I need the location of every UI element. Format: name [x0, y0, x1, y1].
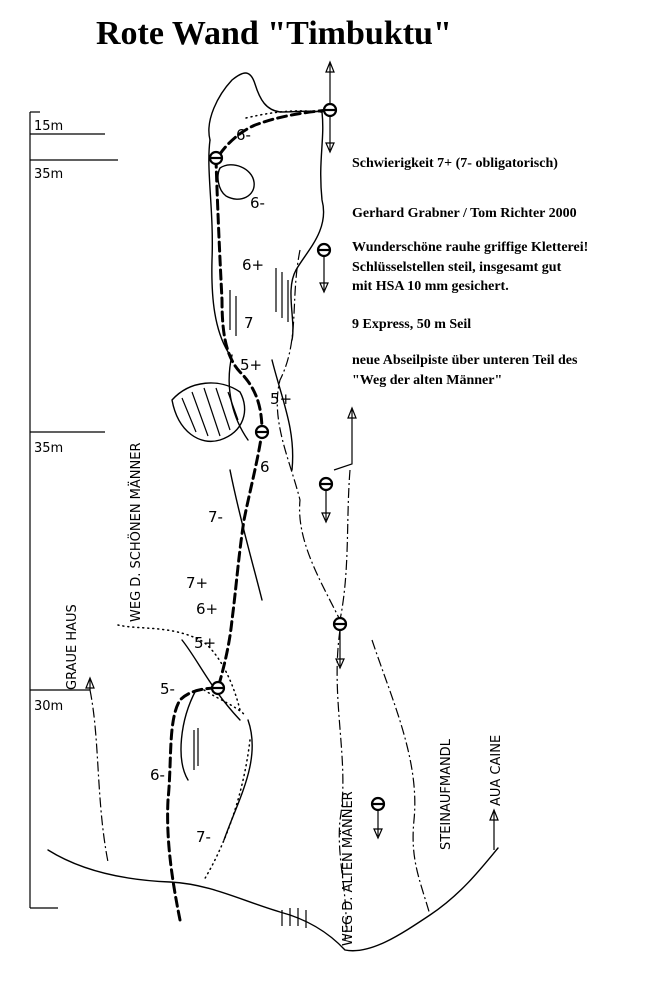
grade-label: 6- — [150, 766, 165, 784]
pitch-length-scale — [30, 112, 118, 908]
grade-label: 6- — [250, 194, 265, 212]
hatch-line — [228, 392, 238, 420]
anchor-symbol — [212, 682, 224, 694]
steinaufmandl-path — [372, 640, 430, 915]
info-line-description-1: Wunderschöne rauhe griffige Kletterei! — [352, 240, 589, 255]
overhang-shading — [172, 268, 306, 928]
base-line — [48, 848, 498, 951]
grade-label: 5+ — [270, 390, 293, 408]
grade-label: 7- — [208, 508, 223, 526]
info-line-description-3: mit HSA 10 mm gesichert. — [352, 279, 509, 294]
summit-outline — [209, 73, 322, 140]
label-steinaufmandl: STEINAUFMANDL — [439, 739, 454, 850]
page-title: Rote Wand "Timbuktu" — [96, 15, 452, 52]
abseil-arrow-in — [334, 410, 352, 470]
route-labels — [65, 443, 504, 947]
scale-label: 35m — [34, 441, 64, 456]
grade-label: 5+ — [240, 356, 263, 374]
scale-label: 35m — [34, 167, 64, 182]
info-line-gear: 9 Express, 50 m Seil — [352, 317, 472, 332]
anchor-symbol — [256, 426, 268, 438]
grade-label: 5+ — [194, 634, 217, 652]
info-line-abseil-2: "Weg der alten Männer" — [352, 373, 503, 388]
abseil-piste-line — [340, 470, 350, 620]
graue-haus-path — [90, 690, 108, 862]
label-graue-haus: GRAUE HAUS — [65, 604, 80, 690]
scale-label: 30m — [34, 699, 64, 714]
grade-label: 6+ — [242, 256, 265, 274]
info-line-authors: Gerhard Grabner / Tom Richter 2000 — [352, 206, 577, 221]
anchor-symbol — [334, 618, 346, 630]
lower-outline — [182, 640, 240, 720]
approach-path — [204, 740, 250, 880]
dihedral-line — [230, 470, 262, 600]
grade-label: 7- — [196, 828, 211, 846]
grade-label: 7+ — [186, 574, 209, 592]
hatch-line — [204, 388, 220, 436]
grade-label: 7 — [244, 314, 254, 332]
label-weg-der-alten-maenner: WEG D. ALTEN MÄNNER — [341, 791, 356, 946]
weg-der-alten-maenner-upper — [277, 250, 340, 620]
info-line-abseil-1: neue Abseilpiste über unteren Teil des — [352, 353, 578, 368]
scale-label: 15m — [34, 119, 64, 134]
right-wall-outline — [291, 112, 324, 340]
hatch-line — [216, 388, 230, 430]
anchor-symbol — [372, 798, 384, 810]
rock-outline — [48, 73, 498, 951]
info-line-grade: Schwierigkeit 7+ (7- obligatorisch) — [352, 156, 558, 171]
grade-label: 6+ — [196, 600, 219, 618]
anchor-symbol — [318, 244, 330, 256]
grade-label: 5- — [160, 680, 175, 698]
main-route-line — [168, 110, 330, 920]
anchor-symbol — [324, 104, 336, 116]
label-aua-caine: AUA CAINE — [489, 734, 504, 806]
grade-label: 6 — [260, 458, 270, 476]
route-info — [352, 156, 588, 388]
info-line-description-2: Schlüsselstellen steil, insgesamt gut — [352, 260, 562, 275]
label-weg-der-schoenen-maenner: WEG D. SCHÖNEN MÄNNER — [129, 442, 144, 622]
lower-right-outline — [224, 720, 252, 840]
rock-bulge — [218, 165, 254, 199]
anchor-symbol — [210, 152, 222, 164]
anchor-symbol — [320, 478, 332, 490]
grade-label: 6- — [236, 126, 251, 144]
mid-outline-right — [272, 360, 293, 470]
